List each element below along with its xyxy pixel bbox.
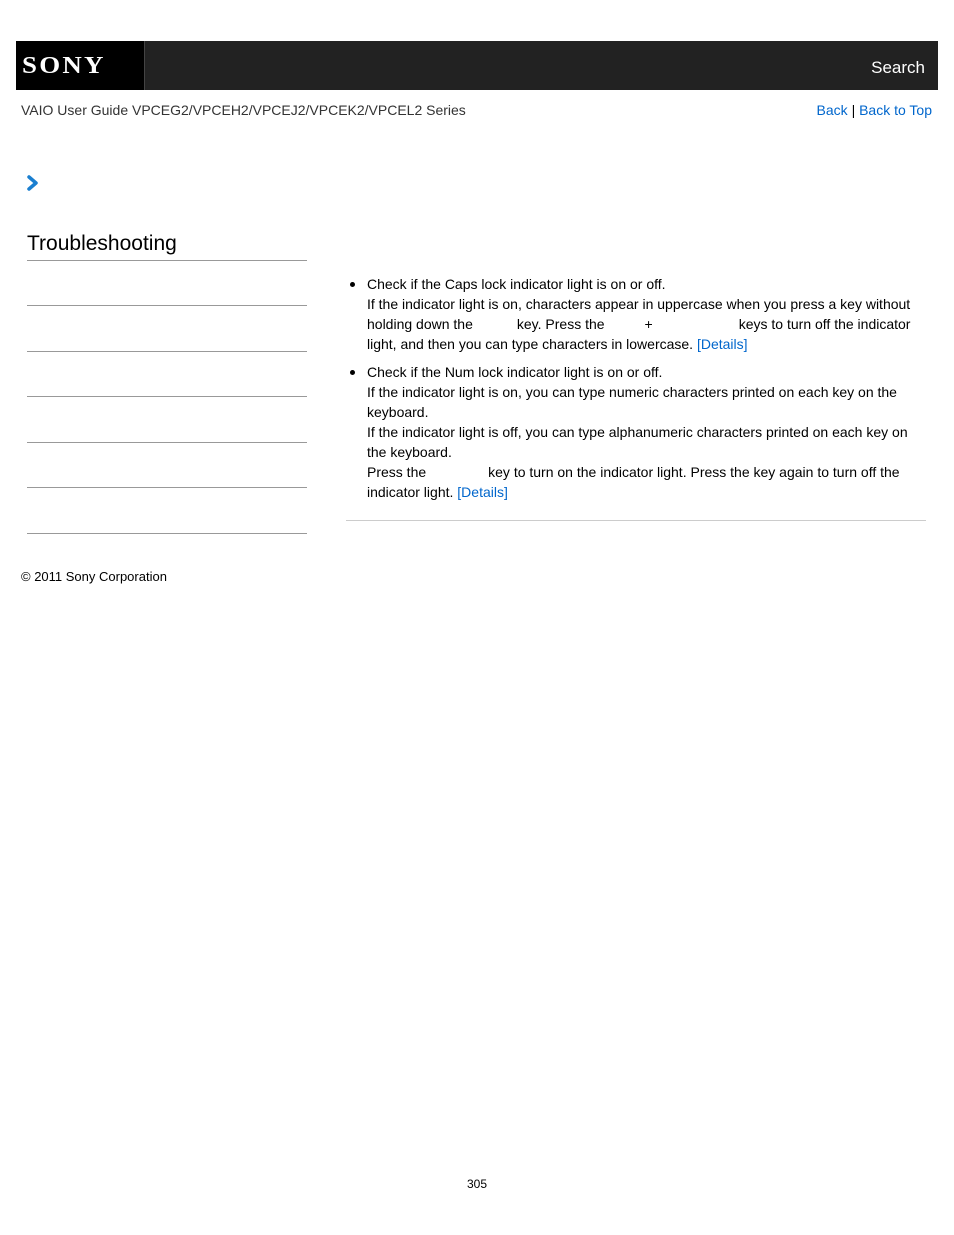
text-fragment: + [644,316,653,332]
item-heading: Check if the Num lock indicator light is on or off. [367,364,663,380]
item-text-line [367,314,918,334]
sidebar-divider [27,487,307,488]
item-text: If the indicator light is off, you can type alphanumeric characters printed on each key on the keyboard. [367,424,908,460]
logo-text: SONY [22,53,106,79]
sidebar-divider [27,442,307,443]
item-text: If the indicator light is on, you can type numeric characters printed on each key on the keyboard. [367,384,897,420]
item-heading: Check if the Caps lock indicator light is on or off. [367,276,666,292]
details-link[interactable]: [Details] [696,336,748,352]
sidebar-divider [27,396,307,397]
top-nav [817,102,932,118]
sony-logo[interactable] [16,41,145,90]
text-fragment: keys to turn off the indicator [738,316,911,332]
list-item [346,274,918,354]
sidebar-divider [27,533,307,534]
text-fragment: indicator light. [367,484,454,500]
back-link[interactable]: Back [816,102,848,118]
list-item [346,362,918,502]
text-fragment: holding down the [367,316,473,332]
search-link[interactable]: Search [871,58,925,77]
copyright: © 2011 Sony Corporation [21,569,167,584]
text-fragment: Press the [367,464,427,480]
text-fragment: light, and then you can type characters in lowercase. [367,336,694,352]
guide-title: VAIO User Guide VPCEG2/VPCEH2/VPCEJ2/VPCEK2/VPCEL2 Series [21,102,466,118]
main-content [346,274,918,510]
item-text-line [367,462,918,482]
back-to-top-link[interactable]: Back to Top [859,102,932,118]
bullet-icon [350,282,355,287]
text-fragment: key. Press the [516,316,605,332]
nav-separator: | [851,102,856,118]
sidebar-divider [27,351,307,352]
details-link[interactable]: [Details] [457,484,508,500]
sidebar-title: Troubleshooting [27,232,177,255]
sidebar-divider [27,305,307,306]
bullet-icon [350,370,355,375]
item-text-line [367,482,918,502]
item-text: If the indicator light is on, characters appear in uppercase when you press a key without [367,296,911,312]
content-divider [346,520,926,521]
sidebar-divider [27,260,307,261]
item-text-line [367,334,918,354]
page-number: 305 [466,1177,488,1191]
text-fragment: key to turn on the indicator light. Press the key again to turn off the [488,464,900,480]
chevron-right-icon[interactable] [26,175,40,196]
troubleshooting-list [346,274,918,502]
header-bar [16,41,938,90]
